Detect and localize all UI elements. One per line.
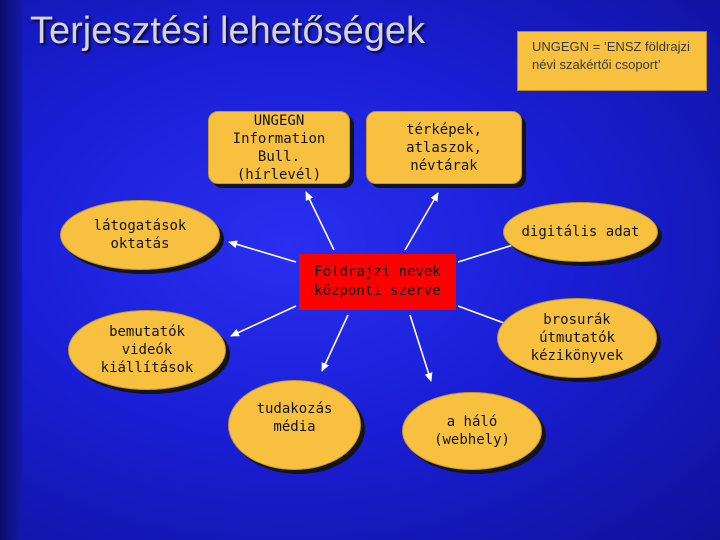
node-digital-data: digitális adat	[503, 202, 658, 262]
arrow-to-maps	[405, 193, 438, 250]
definition-note: UNGEGN = ’ENSZ földrajzi névi szakértői csoport’	[517, 31, 707, 91]
slide-title: Terjesztési lehetőségek	[30, 10, 425, 52]
arrow-to-inquiry	[322, 315, 348, 371]
node-visits-education: látogatások oktatás	[60, 200, 220, 270]
arrow-to-web	[410, 315, 431, 381]
node-information-bulletin: UNGEGN Information Bull. (hírlevél)	[208, 111, 350, 184]
arrow-to-bulletin	[306, 192, 334, 250]
arrow-to-visits	[229, 242, 296, 262]
arrow-to-presentations	[231, 306, 296, 336]
central-authority-box: Földrajzi nevek központi szerve	[299, 254, 456, 310]
node-inquiry-media: tudakozás média	[228, 380, 361, 470]
node-website: a háló (webhely)	[402, 392, 542, 470]
node-maps-atlases: térképek, atlaszok, névtárak	[366, 111, 522, 184]
node-brochures: brosurák útmutatók kézikönyvek	[497, 298, 657, 378]
node-presentations: bemutatók videók kiállítások	[68, 310, 226, 390]
